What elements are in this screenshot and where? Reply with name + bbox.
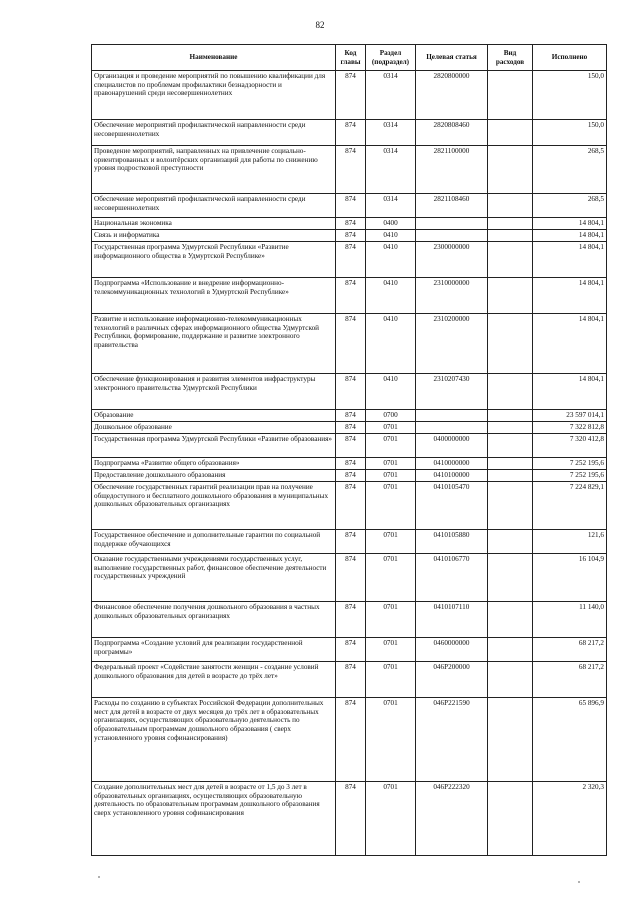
table-row bbox=[92, 662, 607, 698]
row-name: Обеспечение мероприятий профилактической направленности среди несовершеннолетних bbox=[92, 194, 336, 218]
row-target: 2821108460 bbox=[416, 194, 488, 218]
row-section: 0701 bbox=[366, 782, 416, 856]
row-done: 11 140,0 bbox=[533, 602, 607, 638]
row-name: Развитие и использование информационно-телекоммуникационных технологий в различных сферах информационного общества Удмуртской Республики, формирование, поддержание и развитие электронного правительства bbox=[92, 314, 336, 374]
table-row bbox=[92, 194, 607, 218]
table-row bbox=[92, 120, 607, 146]
row-done: 7 252 195,6 bbox=[533, 470, 607, 482]
row-target: 0410000000 bbox=[416, 458, 488, 470]
header-done: Исполнено bbox=[533, 45, 607, 71]
row-name: Подпрограмма «Развитие общего образования» bbox=[92, 458, 336, 470]
row-name: Финансовое обеспечение получения дошкольного образования в частных дошкольных образовательных организациях bbox=[92, 602, 336, 638]
row-done: 7 320 412,8 bbox=[533, 434, 607, 458]
row-section: 0410 bbox=[366, 278, 416, 314]
row-vid bbox=[488, 482, 533, 530]
row-code: 874 bbox=[336, 278, 366, 314]
table-header-row bbox=[92, 45, 607, 71]
row-section: 0701 bbox=[366, 530, 416, 554]
row-code: 874 bbox=[336, 698, 366, 782]
row-name: Подпрограмма «Использование и внедрение информационно-телекоммуникационных технологий в Удмуртской Республике» bbox=[92, 278, 336, 314]
row-name: Связь и информатика bbox=[92, 230, 336, 242]
row-target: 0410100000 bbox=[416, 470, 488, 482]
row-code: 874 bbox=[336, 482, 366, 530]
row-code: 874 bbox=[336, 374, 366, 410]
row-done: 121,6 bbox=[533, 530, 607, 554]
row-section: 0410 bbox=[366, 374, 416, 410]
table-row bbox=[92, 554, 607, 602]
row-vid bbox=[488, 602, 533, 638]
table-row bbox=[92, 482, 607, 530]
row-name: Организация и проведение мероприятий по повышению квалификации для специалистов по проблемам профилактики безнадзорности и правонарушений среди несовершеннолетних bbox=[92, 71, 336, 120]
row-target bbox=[416, 410, 488, 422]
row-name: Обеспечение мероприятий профилактической направленности среди несовершеннолетних bbox=[92, 120, 336, 146]
table-row bbox=[92, 410, 607, 422]
row-code: 874 bbox=[336, 638, 366, 662]
row-target bbox=[416, 422, 488, 434]
row-done: 65 896,9 bbox=[533, 698, 607, 782]
row-code: 874 bbox=[336, 314, 366, 374]
header-section: Раздел (подраздел) bbox=[366, 45, 416, 71]
row-done: 7 322 812,8 bbox=[533, 422, 607, 434]
row-name: Предоставление дошкольного образования bbox=[92, 470, 336, 482]
row-done: 7 252 195,6 bbox=[533, 458, 607, 470]
row-vid bbox=[488, 194, 533, 218]
row-vid bbox=[488, 314, 533, 374]
row-done: 68 217,2 bbox=[533, 638, 607, 662]
budget-table bbox=[91, 44, 607, 856]
row-target: 0400000000 bbox=[416, 434, 488, 458]
row-section: 0701 bbox=[366, 482, 416, 530]
row-section: 0701 bbox=[366, 554, 416, 602]
table-row bbox=[92, 374, 607, 410]
row-code: 874 bbox=[336, 602, 366, 638]
row-vid bbox=[488, 422, 533, 434]
table-row bbox=[92, 71, 607, 120]
row-name: Образование bbox=[92, 410, 336, 422]
row-done: 23 597 014,1 bbox=[533, 410, 607, 422]
row-done: 14 804,1 bbox=[533, 278, 607, 314]
row-section: 0701 bbox=[366, 458, 416, 470]
row-target bbox=[416, 218, 488, 230]
row-target: 046P222320 bbox=[416, 782, 488, 856]
table-row bbox=[92, 242, 607, 278]
row-code: 874 bbox=[336, 230, 366, 242]
row-name: Дошкольное образование bbox=[92, 422, 336, 434]
row-target: 0410105880 bbox=[416, 530, 488, 554]
row-name: Национальная экономика bbox=[92, 218, 336, 230]
row-vid bbox=[488, 662, 533, 698]
table-row bbox=[92, 470, 607, 482]
row-done: 14 804,1 bbox=[533, 242, 607, 278]
row-code: 874 bbox=[336, 146, 366, 194]
table-row bbox=[92, 218, 607, 230]
row-vid bbox=[488, 698, 533, 782]
row-target bbox=[416, 230, 488, 242]
row-target: 2820808460 bbox=[416, 120, 488, 146]
row-done: 14 804,1 bbox=[533, 218, 607, 230]
page-number: 82 bbox=[315, 20, 325, 30]
row-section: 0701 bbox=[366, 602, 416, 638]
row-section: 0701 bbox=[366, 638, 416, 662]
row-vid bbox=[488, 374, 533, 410]
table-row bbox=[92, 638, 607, 662]
row-vid bbox=[488, 242, 533, 278]
row-vid bbox=[488, 278, 533, 314]
row-target: 0410106770 bbox=[416, 554, 488, 602]
row-name: Оказание государственными учреждениями государственных услуг, выполнение государственных работ, финансовое обеспечение деятельности государственных учреждений bbox=[92, 554, 336, 602]
row-section: 0701 bbox=[366, 422, 416, 434]
row-target: 2821100000 bbox=[416, 146, 488, 194]
table-row bbox=[92, 530, 607, 554]
row-section: 0701 bbox=[366, 698, 416, 782]
row-target: 2310200000 bbox=[416, 314, 488, 374]
row-name: Подпрограмма «Создание условий для реализации государственной программы» bbox=[92, 638, 336, 662]
row-vid bbox=[488, 218, 533, 230]
row-done: 268,5 bbox=[533, 146, 607, 194]
scan-speck bbox=[578, 881, 580, 883]
row-name: Государственная программа Удмуртской Республики «Развитие образования» bbox=[92, 434, 336, 458]
row-target: 2310207430 bbox=[416, 374, 488, 410]
table-row bbox=[92, 278, 607, 314]
row-vid bbox=[488, 458, 533, 470]
row-target: 2310000000 bbox=[416, 278, 488, 314]
row-vid bbox=[488, 410, 533, 422]
header-vid: Вид расходов bbox=[488, 45, 533, 71]
row-code: 874 bbox=[336, 530, 366, 554]
row-section: 0701 bbox=[366, 662, 416, 698]
row-target: 0410105470 bbox=[416, 482, 488, 530]
table-row bbox=[92, 230, 607, 242]
row-section: 0701 bbox=[366, 434, 416, 458]
row-section: 0700 bbox=[366, 410, 416, 422]
row-target: 2820800000 bbox=[416, 71, 488, 120]
row-vid bbox=[488, 434, 533, 458]
row-code: 874 bbox=[336, 120, 366, 146]
row-section: 0314 bbox=[366, 194, 416, 218]
row-vid bbox=[488, 782, 533, 856]
row-vid bbox=[488, 71, 533, 120]
row-done: 7 224 829,1 bbox=[533, 482, 607, 530]
row-name: Проведение мероприятий, направленных на привлечение социально-ориентированных и волонтёрских организаций для работы по снижению уровня подростковой преступности bbox=[92, 146, 336, 194]
row-section: 0314 bbox=[366, 146, 416, 194]
table-body bbox=[92, 71, 607, 856]
row-name: Расходы по созданию в субъектах Российской Федерации дополнительных мест для детей в возрасте от двух месяцев до трёх лет в образовательных организациях, осуществляющих образовательную деятельность по образовательным программам дошкольного образования ( сверх установленного уровня софинансирования) bbox=[92, 698, 336, 782]
row-code: 874 bbox=[336, 242, 366, 278]
row-vid bbox=[488, 230, 533, 242]
row-code: 874 bbox=[336, 662, 366, 698]
row-code: 874 bbox=[336, 194, 366, 218]
row-vid bbox=[488, 638, 533, 662]
table-row bbox=[92, 782, 607, 856]
row-target: 046P200000 bbox=[416, 662, 488, 698]
row-name: Государственное обеспечение и дополнительные гарантии по социальной поддержке обучающихся bbox=[92, 530, 336, 554]
row-code: 874 bbox=[336, 554, 366, 602]
row-vid bbox=[488, 530, 533, 554]
row-code: 874 bbox=[336, 470, 366, 482]
row-done: 14 804,1 bbox=[533, 374, 607, 410]
row-section: 0410 bbox=[366, 242, 416, 278]
row-code: 874 bbox=[336, 71, 366, 120]
row-target: 0410107110 bbox=[416, 602, 488, 638]
row-done: 14 804,1 bbox=[533, 230, 607, 242]
row-name: Федеральный проект «Содействие занятости женщин - создание условий дошкольного образования для детей в возрасте до трёх лет» bbox=[92, 662, 336, 698]
row-done: 150,0 bbox=[533, 120, 607, 146]
row-name: Обеспечение функционирования и развития элементов инфраструктуры электронного правительства Удмуртской Республики bbox=[92, 374, 336, 410]
row-code: 874 bbox=[336, 434, 366, 458]
row-code: 874 bbox=[336, 410, 366, 422]
row-done: 150,0 bbox=[533, 71, 607, 120]
row-section: 0314 bbox=[366, 71, 416, 120]
table-row bbox=[92, 422, 607, 434]
header-code: Код главы bbox=[336, 45, 366, 71]
row-section: 0701 bbox=[366, 470, 416, 482]
table-row bbox=[92, 146, 607, 194]
table-row bbox=[92, 434, 607, 458]
row-done: 14 804,1 bbox=[533, 314, 607, 374]
row-target: 0460000000 bbox=[416, 638, 488, 662]
header-target: Целевая статья bbox=[416, 45, 488, 71]
row-vid bbox=[488, 554, 533, 602]
row-code: 874 bbox=[336, 422, 366, 434]
row-name: Создание дополнительных мест для детей в возрасте от 1,5 до 3 лет в образовательных организациях, осуществляющих образовательную деятельность по образовательным программам дошкольного образования сверх установленного уровня софинансирования bbox=[92, 782, 336, 856]
row-section: 0400 bbox=[366, 218, 416, 230]
row-code: 874 bbox=[336, 218, 366, 230]
row-name: Государственная программа Удмуртской Республики «Развитие информационного общества в Удмуртской Республике» bbox=[92, 242, 336, 278]
header-name: Наименование bbox=[92, 45, 336, 71]
scan-speck bbox=[98, 876, 100, 878]
row-vid bbox=[488, 146, 533, 194]
row-done: 2 320,3 bbox=[533, 782, 607, 856]
row-done: 16 104,9 bbox=[533, 554, 607, 602]
table-row bbox=[92, 314, 607, 374]
row-target: 046P221590 bbox=[416, 698, 488, 782]
row-code: 874 bbox=[336, 458, 366, 470]
table-row bbox=[92, 458, 607, 470]
row-name: Обеспечение государственных гарантий реализации прав на получение общедоступного и бесплатного дошкольного образования в муниципальных дошкольных образовательных организациях bbox=[92, 482, 336, 530]
row-done: 268,5 bbox=[533, 194, 607, 218]
row-section: 0314 bbox=[366, 120, 416, 146]
row-done: 68 217,2 bbox=[533, 662, 607, 698]
table-row bbox=[92, 602, 607, 638]
row-section: 0410 bbox=[366, 230, 416, 242]
row-section: 0410 bbox=[366, 314, 416, 374]
row-vid bbox=[488, 120, 533, 146]
table-row bbox=[92, 698, 607, 782]
row-target: 2300000000 bbox=[416, 242, 488, 278]
row-vid bbox=[488, 470, 533, 482]
row-code: 874 bbox=[336, 782, 366, 856]
